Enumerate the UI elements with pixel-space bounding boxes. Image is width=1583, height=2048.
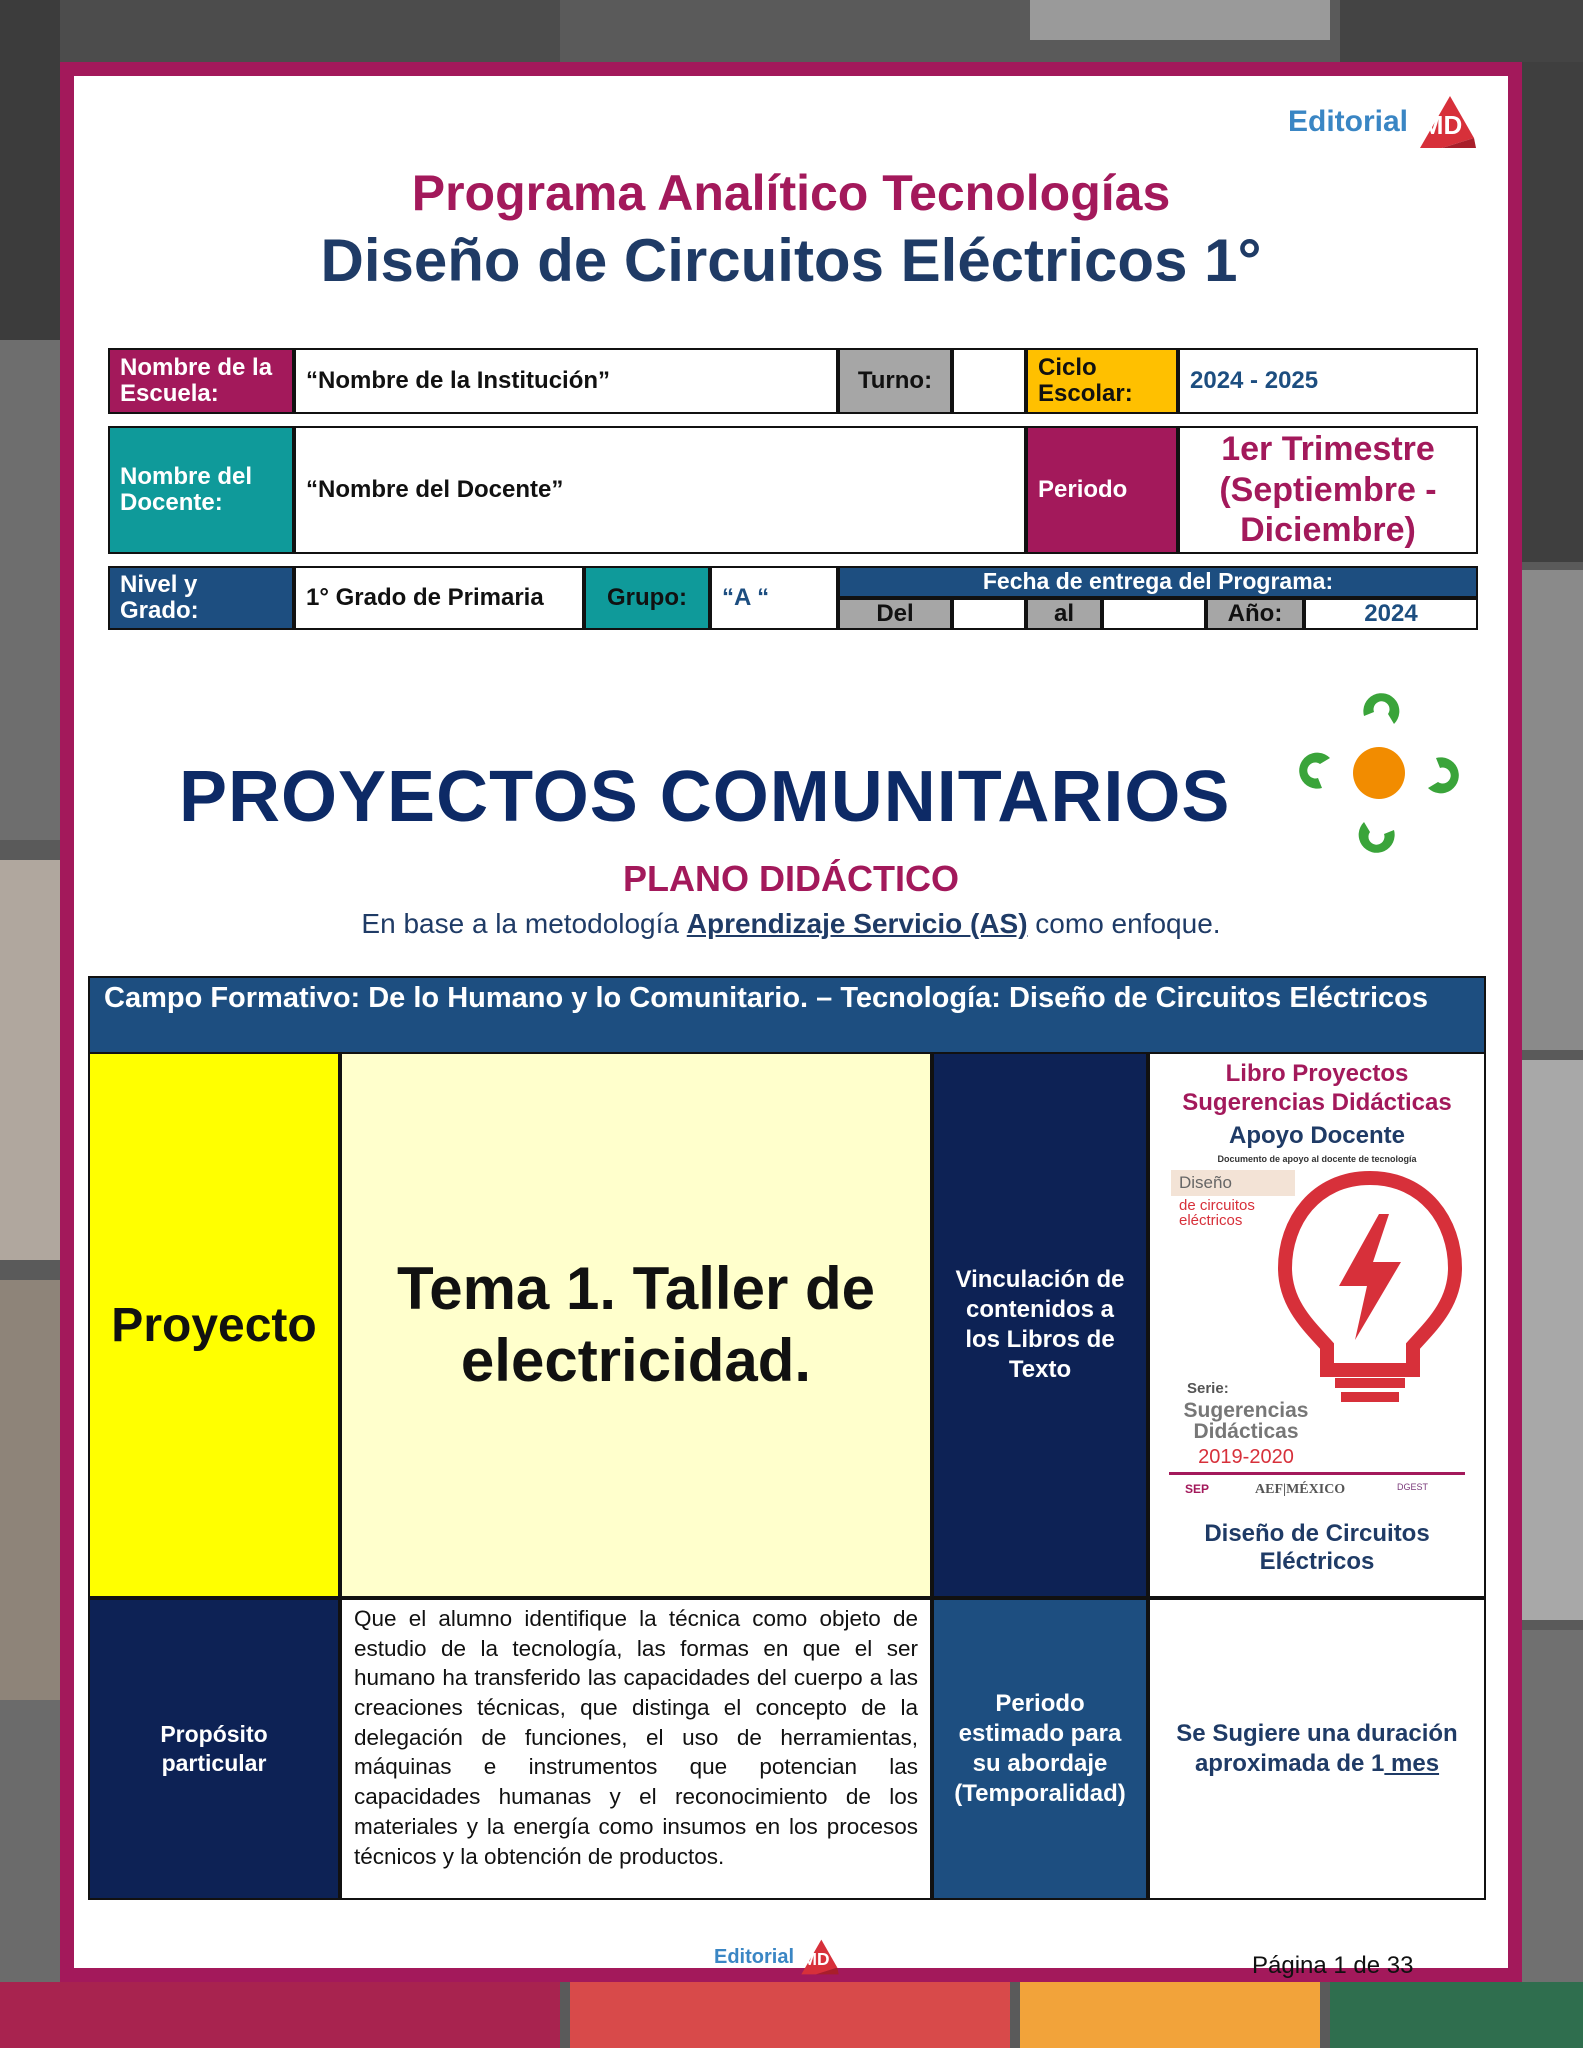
cover-circuitos: de circuitos eléctricos — [1179, 1196, 1255, 1230]
bg-tile — [1330, 1982, 1583, 2048]
page-number: Página 1 de 33 — [1252, 1952, 1414, 1979]
enbase-suffix: como enfoque. — [1027, 908, 1221, 939]
al-label: al — [1026, 598, 1102, 630]
bg-tile — [0, 0, 60, 340]
grupo-value: “A “ — [710, 566, 838, 630]
bg-tile — [1522, 62, 1583, 562]
libro-cell — [1148, 1052, 1486, 1598]
cover-divider — [1169, 1472, 1465, 1475]
fecha-label: Fecha de entrega del Programa: — [838, 566, 1478, 598]
anio-value: 2024 — [1304, 598, 1478, 630]
document-page — [60, 62, 1522, 1982]
footer-editorial-logo — [714, 1938, 840, 1976]
bg-tile — [570, 0, 1020, 62]
libro-caption: Diseño de Circuitos Eléctricos — [1204, 1519, 1430, 1576]
duracion-cell — [1148, 1598, 1486, 1900]
libro-title: Libro Proyectos Sugerencias Didácticas — [1182, 1060, 1452, 1116]
nivel-label: Nivel y Grado: — [108, 566, 294, 630]
cover-year: 2019-2020 — [1198, 1445, 1294, 1468]
cover-dgest-logo: DGEST — [1397, 1481, 1429, 1492]
editorial-logo — [1288, 94, 1478, 150]
ciclo-value: 2024 - 2025 — [1178, 348, 1478, 414]
campo-formativo-header: Campo Formativo: De lo Humano y lo Comunitario. – Tecnología: Diseño de Circuitos Eléctricos — [88, 976, 1486, 1054]
periodo-estimado-label: Periodo estimado para su abordaje (Temporalidad) — [932, 1598, 1148, 1900]
anio-label: Año: — [1206, 598, 1304, 630]
bg-tile — [1030, 0, 1330, 40]
cover-sep-logo: SEP — [1185, 1481, 1210, 1496]
enbase-line — [74, 908, 1508, 940]
enbase-prefix: En base a la metodología — [361, 908, 687, 939]
proposito-label: Propósito particular — [88, 1598, 340, 1900]
al-value[interactable] — [1102, 598, 1206, 630]
cover-serie: Serie: — [1187, 1379, 1229, 1397]
page-subtitle: Diseño de Circuitos Eléctricos 1° — [320, 227, 1262, 294]
bg-tile — [1340, 0, 1583, 62]
book-cover — [1167, 1154, 1467, 1514]
del-label: Del — [838, 598, 952, 630]
duracion-text: Se Sugiere una duración aproximada de 1 — [1176, 1720, 1458, 1777]
bg-tile — [0, 1280, 60, 1700]
footer-logo-mark-text: MD — [802, 1949, 830, 1969]
proposito-text: Que el alumno identifique la técnica como objeto de estudio de la tecnología, las formas en que el ser humano ha transferido las capacidades del cuerpo a las creaciones técnicas, que distinga el concepto de la delegación de funciones, el uso de herramientas, máquinas e instrumentos que potencian las capacidades humanas y el reconocimiento de los materiales y la energía como insumos en los procesos técnicos y la obtención de productos. — [340, 1598, 932, 1900]
footer-md-logo-icon — [796, 1938, 840, 1976]
md-logo-icon — [1412, 94, 1478, 150]
bg-tile — [1522, 570, 1583, 1050]
duracion-mes: mes — [1384, 1750, 1440, 1777]
logo-mark-text: MD — [1421, 110, 1463, 140]
periodo-value: 1er Trimestre (Septiembre - Diciembre) — [1178, 426, 1478, 554]
nivel-value: 1° Grado de Primaria — [294, 566, 584, 630]
bg-tile — [60, 0, 560, 62]
footer-logo-word: Editorial — [714, 1945, 795, 1968]
lightbulb-icon — [1275, 1170, 1465, 1406]
logo-word: Editorial — [1287, 105, 1408, 138]
bg-tile — [0, 860, 60, 1260]
cover-doc-line: Documento de apoyo al docente de tecnología — [1217, 1153, 1417, 1164]
bg-tile — [0, 1982, 560, 2048]
docente-value: “Nombre del Docente” — [294, 426, 1026, 554]
bg-tile — [1522, 1060, 1583, 1620]
grupo-label: Grupo: — [584, 566, 710, 630]
ciclo-label: Ciclo Escolar: — [1026, 348, 1178, 414]
cover-sugerencias: Sugerencias Didácticas — [1183, 1398, 1309, 1443]
libro-apoyo: Apoyo Docente — [1228, 1121, 1405, 1149]
community-icon — [1294, 688, 1464, 858]
aprendizaje-servicio-link[interactable]: Aprendizaje Servicio (AS) — [686, 908, 1028, 939]
vinculacion-label: Vinculación de contenidos a los Libros de Texto — [932, 1052, 1148, 1598]
tema-title: Tema 1. Taller de electricidad. — [340, 1052, 932, 1598]
school-label: Nombre de la Escuela: — [108, 348, 294, 414]
docente-label: Nombre del Docente: — [108, 426, 294, 554]
school-value: “Nombre de la Institución” — [294, 348, 838, 414]
bg-tile — [570, 1982, 1010, 2048]
cover-diseno: Diseño — [1171, 1170, 1295, 1196]
periodo-label: Periodo — [1026, 426, 1178, 554]
del-value[interactable] — [952, 598, 1026, 630]
turno-label: Turno: — [838, 348, 952, 414]
cover-aef-logo: AEF|MÉXICO — [1255, 1481, 1346, 1497]
page-title: Programa Analítico Tecnologías — [411, 165, 1171, 221]
bg-tile — [1020, 1982, 1320, 2048]
turno-value — [952, 348, 1026, 414]
bg-tile — [0, 340, 60, 840]
proyecto-label: Proyecto — [88, 1052, 340, 1598]
proyectos-title: PROYECTOS COMUNITARIOS — [179, 757, 1231, 837]
plano-didactico: PLANO DIDÁCTICO — [623, 858, 959, 899]
